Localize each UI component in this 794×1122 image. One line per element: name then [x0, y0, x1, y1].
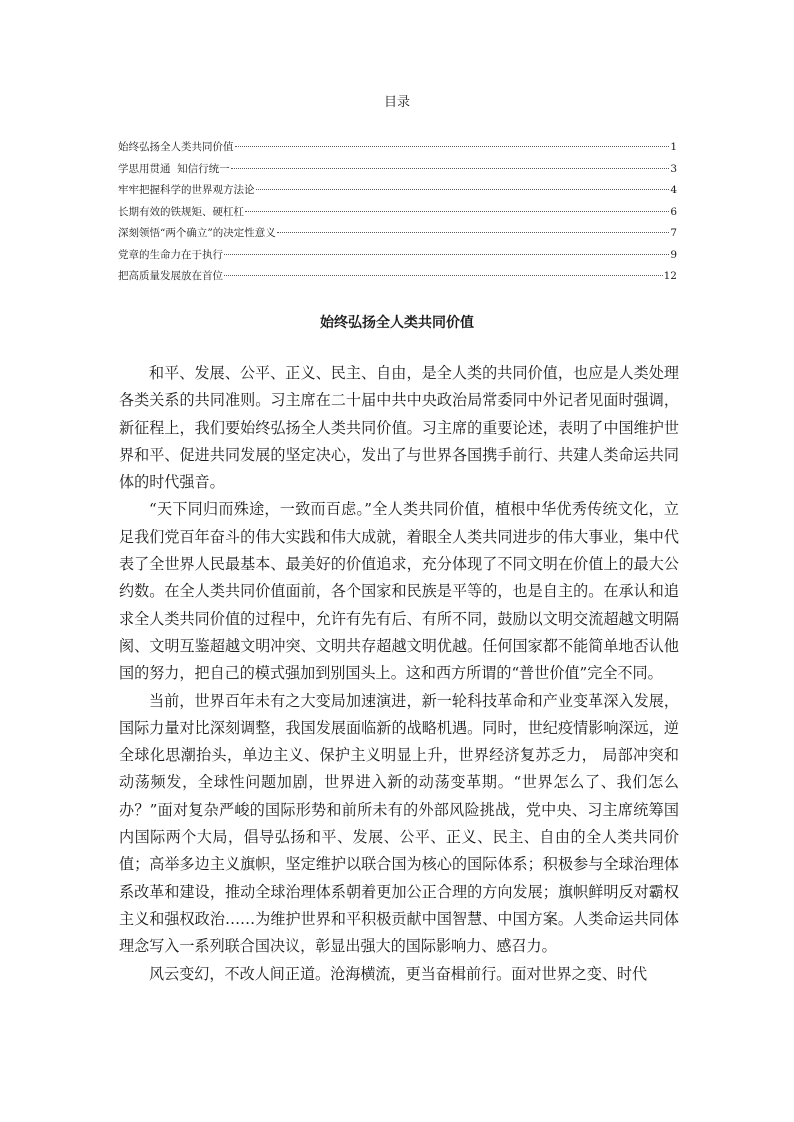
article-body — [119, 360, 679, 988]
toc-item-label: 把高质量发展放在首位 — [118, 270, 223, 282]
toc-leader-dots — [256, 189, 670, 190]
toc-item-page: 7 — [670, 227, 677, 239]
toc-leader-dots — [224, 275, 663, 276]
article-title: 始终弘扬全人类共同价值 — [320, 315, 474, 331]
toc-title: 目录 — [383, 95, 410, 110]
toc-item-label: 学思用贯通 知信行统一 — [118, 162, 230, 175]
toc-leader-dots — [277, 232, 670, 233]
toc-item-label: 长期有效的铁规矩、硬杠杠 — [118, 205, 244, 218]
toc-item-page: 3 — [670, 162, 677, 175]
toc-item-label: 深刻领悟“两个确立”的决定性意义 — [118, 227, 276, 239]
toc-leader-dots — [231, 168, 670, 169]
toc-item[interactable] — [118, 180, 677, 202]
paragraph: 风云变幻，不改人间正道。沧海横流，更当奋楫前行。面对世界之变、时代 — [149, 964, 648, 983]
toc-item[interactable] — [118, 245, 677, 267]
toc-item[interactable] — [118, 137, 677, 159]
paragraph: 当前，世界百年未有之大变局加速演进，新一轮科技革命和产业变革深入发展，国际力量对比深刻调整，我国发展面临新的战略机遇。同时，世纪疫情影响深远，逆全球化思潮抬头，单边主义、保护主义明显上升，世界经济复苏乏力， 局部冲突和动荡频发，全球性问题加剧，世界进入新的动荡变革期。“世界怎么了、我们怎么办？”面对复杂严峻的国际形势和前所未有的外部风险挑战，党中央、习主席统筹国内国际两个大局，倡导弘扬和平、发展、公平、正义、民主、自由的全人类共同价值；高举多边主义旗帜，坚定维护以联合国为核心的国际体系；积极参与全球治理体系改革和建设，推动全球治理体系朝着更加公正合理的方向发展；旗帜鲜明反对霸权主义和强权政治……为维护世界和平积极贡献中国智慧、中国方案。人类命运共同体理念写入一系列联合国决议，彰显出强大的国际影响力、感召力。 — [119, 691, 679, 956]
toc-item-label: 牢牢把握科学的世界观方法论 — [118, 184, 255, 196]
toc-item-page: 9 — [670, 248, 677, 261]
table-of-contents — [118, 137, 677, 288]
toc-item[interactable] — [118, 266, 677, 288]
toc-leader-dots — [235, 146, 670, 147]
toc-item-label: 始终弘扬全人类共同价值 — [118, 141, 234, 153]
paragraph: “天下同归而殊途，一致而百虑。”全人类共同价值，植根中华优秀传统文化，立足我们党百年奋斗的伟大实践和伟大成就，着眼全人类共同进步的伟大事业，集中代表了全世界人民最基本、最美好的价值追求，充分体现了不同文明在价值上的最大公约数。在全人类共同价值面前，各个国家和民族是平等的，也是自主的。在承认和追求全人类共同价值的过程中，允许有先有后、有所不同，鼓励以文明交流超越文明隔阂、文明互鉴超越文明冲突、文明共存超越文明优越。任何国家都不能简单地否认他国的努力，把自己的模式强加到别国头上。这和西方所谓的“普世价值”完全不同。 — [119, 500, 679, 683]
toc-item-page: 12 — [663, 270, 677, 282]
toc-item-page: 6 — [670, 205, 677, 218]
toc-leader-dots — [245, 211, 669, 212]
toc-item[interactable] — [118, 202, 677, 224]
toc-item-page: 4 — [670, 184, 677, 196]
toc-item[interactable] — [118, 159, 677, 181]
toc-leader-dots — [224, 254, 669, 255]
toc-item[interactable] — [118, 223, 677, 245]
toc-item-page: 1 — [670, 141, 677, 153]
toc-item-label: 党章的生命力在于执行 — [118, 248, 223, 261]
paragraph: 和平、发展、公平、正义、民主、自由，是全人类的共同价值，也应是人类处理各类关系的共同准则。习主席在二十届中共中央政治局常委同中外记者见面时强调，新征程上，我们要始终弘扬全人类共同价值。习主席的重要论述，表明了中国维护世界和平、促进共同发展的坚定决心，发出了与世界各国携手前行、共建人类命运共同体的时代强音。 — [119, 364, 679, 492]
